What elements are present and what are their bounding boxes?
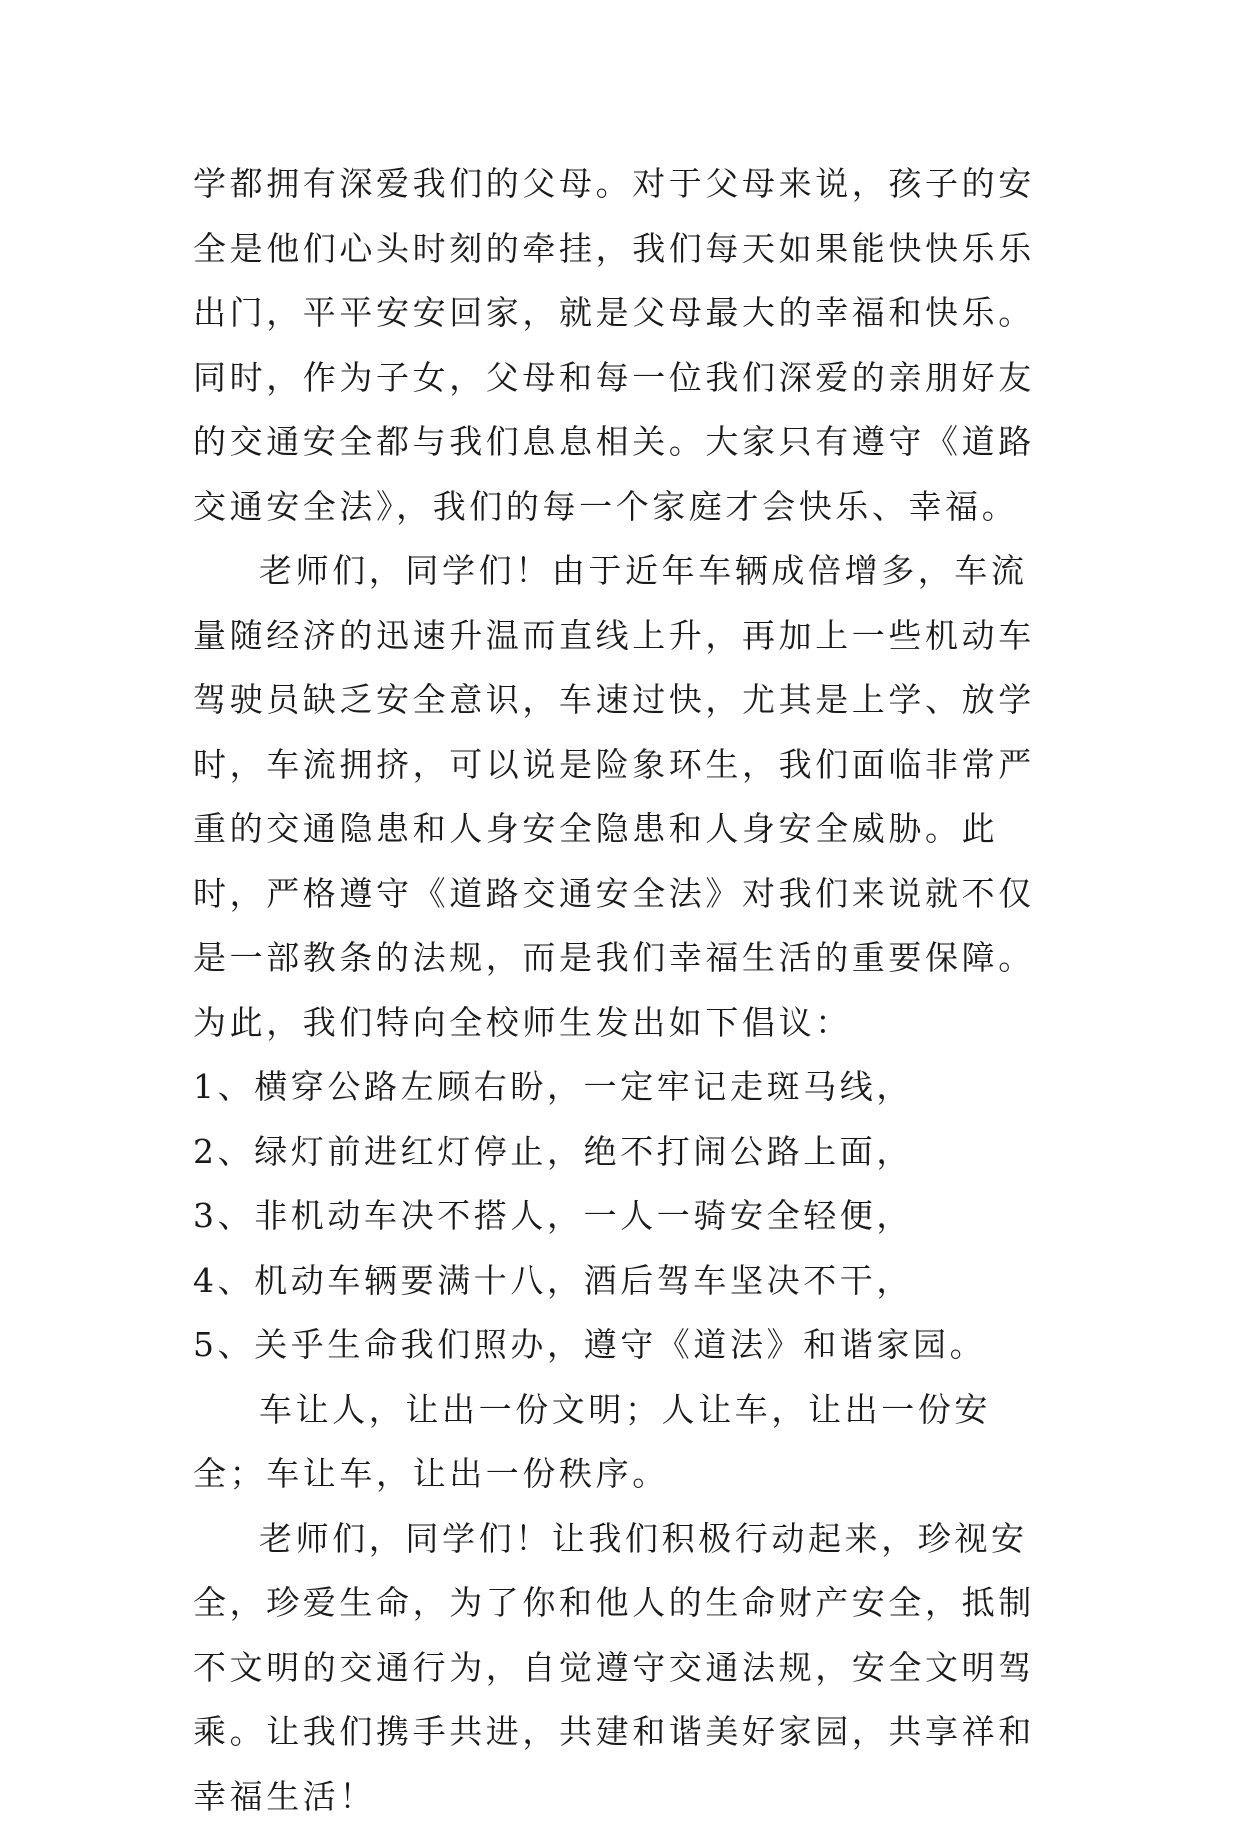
proposal-item-4: 4、机动车辆要满十八，酒后驾车坚决不干， (193, 1249, 1061, 1314)
document-body (193, 152, 1061, 1829)
proposal-item-1: 1、横穿公路左顾右盼，一定牢记走斑马线， (193, 1055, 1061, 1120)
proposal-item-5: 5、关乎生命我们照办，遵守《道法》和谐家园。 (193, 1313, 1061, 1378)
paragraph-closing-call: 老师们，同学们！让我们积极行动起来，珍视安全，珍爱生命，为了你和他人的生命财产安全，抵制不文明的交通行为，自觉遵守交通法规，安全文明驾乘。让我们携手共进，共建和谐美好家园，共享祥和幸福生活！ (193, 1507, 1061, 1829)
paragraph-courtesy-slogan: 车让人，让出一份文明；人让车，让出一份安全；车让车，让出一份秩序。 (193, 1378, 1061, 1507)
paragraph-traffic-situation: 老师们，同学们！由于近年车辆成倍增多，车流量随经济的迅速升温而直线上升，再加上一些机动车驾驶员缺乏安全意识，车速过快，尤其是上学、放学时，车流拥挤，可以说是险象环生，我们面临非常严重的交通隐患和人身安全隐患和人身安全威胁。此时，严格遵守《道路交通安全法》对我们来说就不仅是一部教条的法规，而是我们幸福生活的重要保障。为此，我们特向全校师生发出如下倡议： (193, 539, 1061, 1055)
proposal-item-2: 2、绿灯前进红灯停止，绝不打闹公路上面， (193, 1120, 1061, 1185)
proposal-item-3: 3、非机动车决不搭人，一人一骑安全轻便， (193, 1184, 1061, 1249)
paragraph-parents: 学都拥有深爱我们的父母。对于父母来说，孩子的安全是他们心头时刻的牵挂，我们每天如果能快快乐乐出门，平平安安回家，就是父母最大的幸福和快乐。同时，作为子女，父母和每一位我们深爱的亲朋好友的交通安全都与我们息息相关。大家只有遵守《道路交通安全法》，我们的每一个家庭才会快乐、幸福。 (193, 152, 1061, 539)
